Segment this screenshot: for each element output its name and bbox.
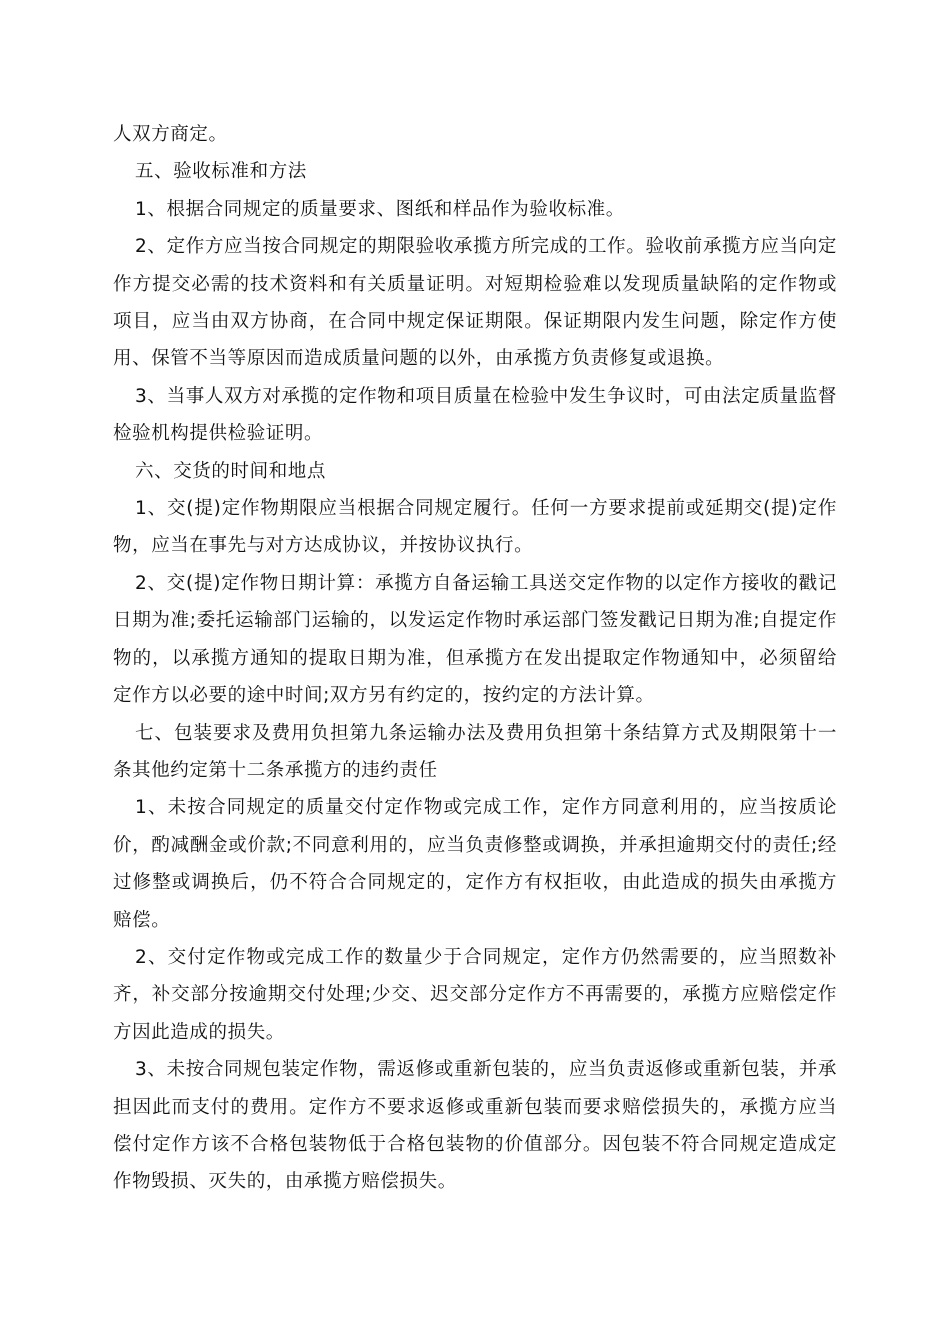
- paragraph-liability-3: 3、未按合同规包装定作物，需返修或重新包装的，应当负责返修或重新包装，并承担因此而支付的费用。定作方不要求返修或重新包装而要求赔偿损失的，承揽方应当偿付定作方该不合格包装物低于合格包装物的价值部分。因包装不符合同规定造成定作物毁损、灭失的，由承揽方赔偿损失。: [113, 1059, 837, 1193]
- paragraph-acceptance-2: 2、定作方应当按合同规定的期限验收承揽方所完成的工作。验收前承揽方应当向定作方提交必需的技术资料和有关质量证明。对短期检验难以发现质量缺陷的定作物或项目，应当由双方协商，在合同中规定保证期限。保证期限内发生问题，除定作方使用、保管不当等原因而造成质量问题的以外，由承揽方负责修复或退换。: [113, 236, 837, 370]
- paragraph-acceptance-1: 1、根据合同规定的质量要求、图纸和样品作为验收标准。: [135, 198, 625, 220]
- section-heading-acceptance: 五、验收标准和方法: [135, 161, 307, 183]
- paragraph-delivery-1: 1、交(提)定作物期限应当根据合同规定履行。任何一方要求提前或延期交(提)定作物，应当在事先与对方达成协议，并按协议执行。: [113, 498, 837, 557]
- paragraph-delivery-2: 2、交(提)定作物日期计算：承揽方自备运输工具送交定作物的以定作方接收的戳记日期为准;委托运输部门运输的，以发运定作物时承运部门签发戳记日期为准;自提定作物的，以承揽方通知的提取日期为准，但承揽方在发出提取定作物通知中，必须留给定作方以必要的途中时间;双方另有约定的，按约定的方法计算。: [113, 572, 837, 707]
- section-heading-packaging: 七、包装要求及费用负担第九条运输办法及费用负担第十条结算方式及期限第十一条其他约定第十二条承揽方的违约责任: [113, 722, 837, 781]
- paragraph-continuation: 人双方商定。: [113, 124, 228, 145]
- document-body: [113, 116, 837, 1201]
- paragraph-liability-1: 1、未按合同规定的质量交付定作物或完成工作，定作方同意利用的，应当按质论价，酌减酬金或价款;不同意利用的，应当负责修整或调换，并承担逾期交付的责任;经过修整或调换后，仍不符合合同规定的，定作方有权拒收，由此造成的损失由承揽方赔偿。: [113, 797, 837, 931]
- paragraph-acceptance-3: 3、当事人双方对承揽的定作物和项目质量在检验中发生争议时，可由法定质量监督检验机构提供检验证明。: [113, 385, 837, 445]
- paragraph-liability-2: 2、交付定作物或完成工作的数量少于合同规定，定作方仍然需要的，应当照数补齐，补交部分按逾期交付处理;少交、迟交部分定作方不再需要的，承揽方应赔偿定作方因此造成的损失。: [113, 946, 837, 1043]
- section-heading-delivery: 六、交货的时间和地点: [135, 460, 327, 482]
